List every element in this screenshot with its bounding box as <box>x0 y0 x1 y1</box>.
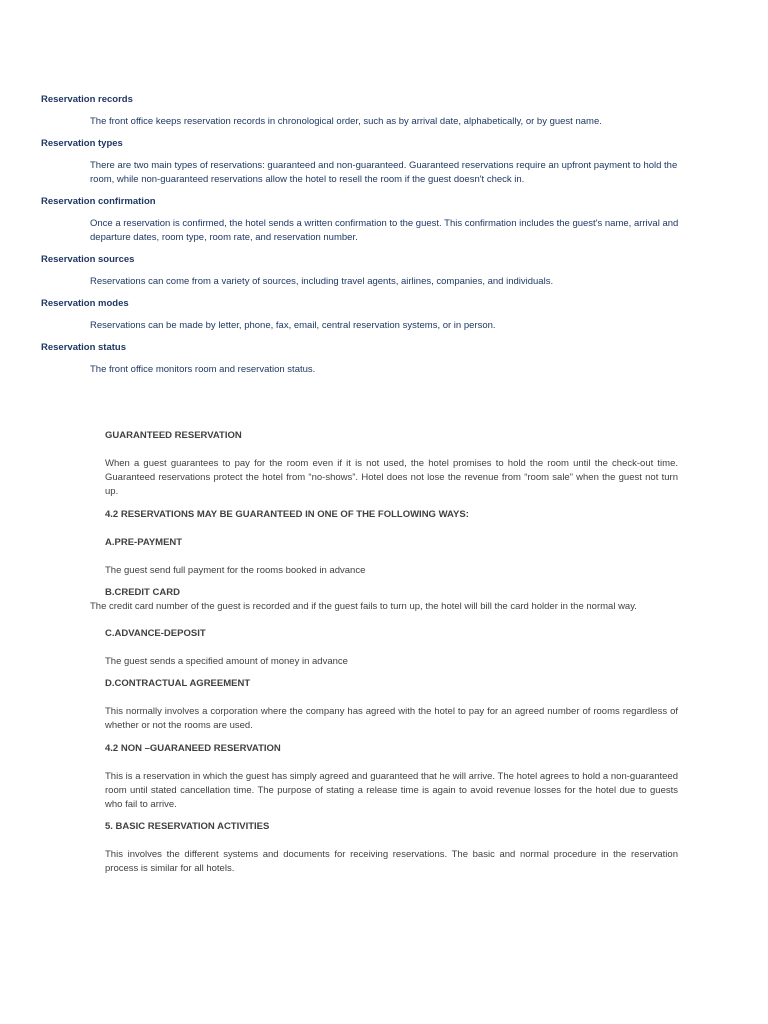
heading-reservation-status: Reservation status <box>41 342 127 353</box>
heading-reservation-types: Reservation types <box>41 138 123 149</box>
heading-non-guaranteed-reservation: 4.2 NON –GUARANEED RESERVATION <box>105 742 281 754</box>
heading-reservation-records: Reservation records <box>41 94 133 105</box>
body-reservation-status: The front office monitors room and reservation status. <box>90 364 316 375</box>
body-basic-reservation-activities: This involves the different systems and documents for receiving reservations. The basic and normal procedure in the reservation process is similar for all hotels. <box>105 849 678 875</box>
heading-basic-reservation-activities: 5. BASIC RESERVATION ACTIVITIES <box>105 821 270 833</box>
heading-advance-deposit: C.ADVANCE-DEPOSIT <box>105 628 206 640</box>
body-guaranteed-reservation: When a guest guarantees to pay for the room even if it is not used, the hotel promises to hold the room until the check-out time. Guaranteed reservations protect the hotel from “no-shows”. Hotel does not lose the revenue from “room sale” when the guest not turn up. <box>105 458 678 498</box>
heading-guarantee-ways: 4.2 RESERVATIONS MAY BE GUARANTEED IN ONE OF THE FOLLOWING WAYS: <box>105 508 469 520</box>
body-contractual-agreement: This normally involves a corporation where the company has agreed with the hotel to pay for an agreed number of rooms regardless of whether or not the rooms are used. <box>105 706 678 732</box>
body-reservation-modes: Reservations can be made by letter, phone, fax, email, central reservation systems, or in person. <box>90 320 496 331</box>
heading-guaranteed-reservation: GUARANTEED RESERVATION <box>105 430 242 441</box>
reservation-details-section <box>90 429 678 885</box>
heading-reservation-confirmation: Reservation confirmation <box>41 196 156 207</box>
heading-credit-card: B.CREDIT CARD <box>105 586 180 598</box>
heading-contractual-agreement: D.CONTRACTUAL AGREEMENT <box>105 678 251 690</box>
body-advance-deposit: The guest sends a specified amount of money in advance <box>105 656 348 668</box>
body-reservation-records: The front office keeps reservation records in chronological order, such as by arrival date, alphabetically, or by guest name. <box>90 116 602 127</box>
body-credit-card: The credit card number of the guest is recorded and if the guest fails to turn up, the hotel will bill the card holder in the normal way. <box>90 600 637 612</box>
body-reservation-sources: Reservations can come from a variety of sources, including travel agents, airlines, companies, and individuals. <box>90 276 554 287</box>
body-reservation-confirmation: Once a reservation is confirmed, the hotel sends a written confirmation to the guest. This confirmation includes the guest's name, arrival and departure dates, room type, room rate, and reservation number. <box>90 218 679 243</box>
reservation-overview-section <box>41 93 681 385</box>
body-reservation-types: There are two main types of reservations: guaranteed and non-guaranteed. Guaranteed reservations require an upfront payment to hold the room, while non-guaranteed reservations allow the hotel to resell the room if the guest doesn't check in. <box>90 160 678 185</box>
heading-reservation-modes: Reservation modes <box>41 298 129 309</box>
body-pre-payment: The guest send full payment for the rooms booked in advance <box>105 564 366 576</box>
heading-reservation-sources: Reservation sources <box>41 254 135 265</box>
heading-pre-payment: A.PRE-PAYMENT <box>105 536 183 548</box>
body-non-guaranteed-reservation: This is a reservation in which the guest has simply agreed and guaranteed that he will arrive. The hotel agrees to hold a non-guaranteed room until stated cancellation time. The purpose of stating a release time is again to avoid revenue losses for the hotel due to guests who fail to arrive. <box>105 770 678 811</box>
